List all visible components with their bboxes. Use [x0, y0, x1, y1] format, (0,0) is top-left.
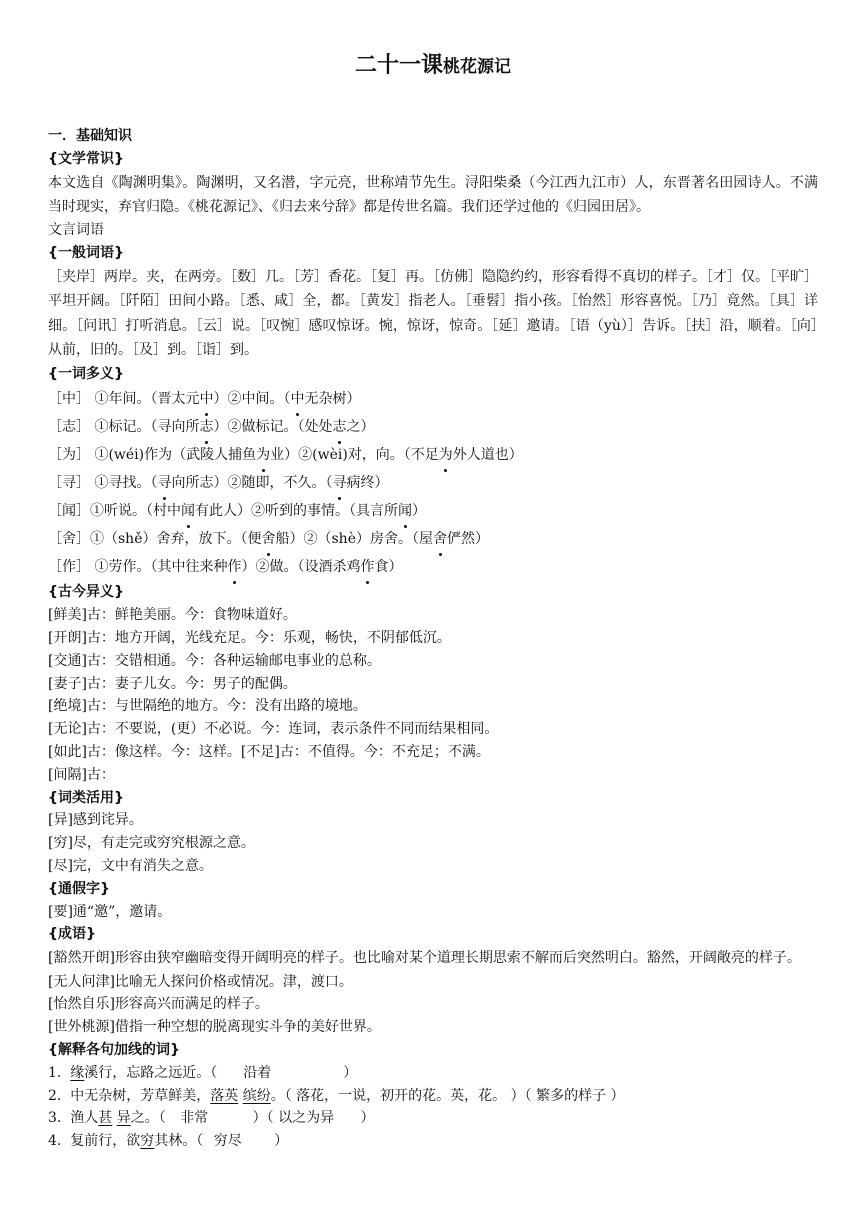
word-class-item: [穷]尽，有走完或穷究根源之意。	[48, 835, 255, 852]
ancient-modern-item: [间隔]古：	[48, 766, 115, 783]
interchangeable-item: [要]通“邀”，邀请。	[48, 903, 172, 920]
heading-explain-words: {解释各句加线的词}	[48, 1041, 180, 1058]
document-page	[48, 48, 818, 1153]
title-main: 二十一课	[354, 53, 443, 78]
exercise-item: 2. 中无杂树，芳草鲜美，落英 缤纷。（ 落花，一说，初开的花。英，花。 ）（ 繁多的样子 ）	[48, 1087, 625, 1104]
title-sub: 桃花源记	[443, 57, 511, 77]
ancient-modern-item: [如此]古：像这样。今：这样。[不足]古：不值得。今：不充足；不满。	[48, 744, 490, 760]
heading-ancient-modern: {古今异义}	[48, 584, 124, 601]
ancient-modern-item: [开朗]古：地方开阔，光线充足。今：乐观，畅快，不阴郁低沉。	[48, 630, 451, 647]
heading-polysemy: {一词多义}	[48, 365, 124, 382]
heading-word-class: {词类活用}	[48, 789, 124, 806]
polysemy-row: ［为］ ①(wéi)作为（武陵人捕鱼为业）②(wèi)对，向。（不足为外人道也）	[48, 441, 818, 469]
polysemy-row: ［志］ ①标记。（寻向所志）②做标记。（处处志之）	[48, 413, 818, 441]
idiom-item: [豁然开朗]形容由狭窄幽暗变得开阔明亮的样子。也比喻对某个道理长期思索不解而后突然明白。豁然，开阔敞亮的样子。	[48, 950, 801, 967]
polysemy-row: ［舍］①（shě）舍弃，放下。（便舍船）②（shè）房舍。（屋舍俨然）	[48, 525, 818, 553]
polysemy-row: ［中］ ①年间。（晋太元中）②中间。（中无杂树）	[48, 385, 818, 413]
ancient-modern-item: [交通]古：交错相通。今：各种运输邮电事业的总称。	[48, 652, 381, 669]
idiom-item: [无人问津]比喻无人探问价格或情况。津，渡口。	[48, 973, 353, 990]
exercise-answer: 以之为异	[278, 1110, 335, 1127]
literary-knowledge-text: 本文选自《陶渊明集》。陶渊明，又名潜，字元亮，世称靖节先生。浔阳柴桑（今江西九江市）人，东晋著名田园诗人。不满当时现实，弃官归隐。《桃花源记》、《归去来兮辞》都是传世名篇。我们还学过他的《归园田居》。	[48, 174, 818, 215]
heading-literary-knowledge: {文学常识}	[48, 150, 124, 167]
polysemy-row: ［闻］①听说。（村中闻有此人）②听到的事情。（具言所闻）	[48, 497, 818, 525]
heading-general-words: {一般词语}	[48, 245, 124, 262]
polysemy-row: ［作］ ①劳作。（其中往来种作）②做。（设酒杀鸡作食）	[48, 553, 818, 581]
polysemy-row: ［寻］ ①寻找。（寻向所志）②随即，不久。（寻病终）	[48, 469, 818, 497]
exercise-answer: 沿着	[243, 1064, 272, 1081]
ancient-modern-item: [绝境]古：与世隔绝的地方。今：没有出路的境地。	[48, 698, 367, 715]
ancient-modern-item: [鲜美]古：鲜艳美丽。今：食物味道好。	[48, 607, 297, 624]
heading-idioms: {成语}	[48, 926, 96, 943]
exercise-item: 1. 缘溪行，忘路之远近。（ 沿着 ）	[48, 1064, 358, 1081]
word-class-item: [尽]完，文中有消失之意。	[48, 857, 213, 874]
section-heading-basics: 一．基础知识	[48, 128, 132, 144]
lesson-title	[48, 48, 818, 85]
ancient-modern-item: [无论]古：不要说，(更）不必说。今：连词，表示条件不同而结果相同。	[48, 721, 499, 738]
polysemy-list	[48, 385, 818, 581]
general-words-text: ［夹岸］两岸。夹，在两旁。［数］几。［芳］香花。［复］再。［仿佛］隐隐约约，形容看得不真切的样子。［才］仅。［平旷］平坦开阔。［阡陌］田间小路。［悉、咸］全，都。［黄发］指老人。［垂髫］指小孩。［怡然］形容喜悦。［乃］竟然。［具］详细。［问讯］打听消息。［云］说。［叹惋］感叹惊讶。惋，惊讶，惊奇。［延］邀请。［语（yù）］告诉。［扶］沿，顺着。［向］从前，旧的。［及］到。［诣］到。	[48, 269, 818, 359]
exercise-answer: 穷尽	[213, 1133, 242, 1150]
exercise-answer: 非常	[180, 1110, 209, 1127]
exercise-item: 3. 渔人甚 异之。（ 非常 ）（ 以之为异 ）	[48, 1110, 375, 1127]
exercise-item: 4. 复前行，欲穷其林。（ 穷尽 ）	[48, 1133, 289, 1150]
heading-interchangeable: {通假字}	[48, 880, 110, 897]
word-class-item: [异]感到诧异。	[48, 812, 143, 829]
heading-classical-words: 文言词语	[48, 222, 104, 239]
idiom-item: [世外桃源]借指一种空想的脱离现实斗争的美好世界。	[48, 1019, 381, 1036]
ancient-modern-item: [妻子]古：妻子儿女。今：男子的配偶。	[48, 675, 297, 692]
idiom-item: [怡然自乐]形容高兴而满足的样子。	[48, 996, 269, 1013]
exercise-answer: 繁多的样子	[536, 1087, 607, 1104]
